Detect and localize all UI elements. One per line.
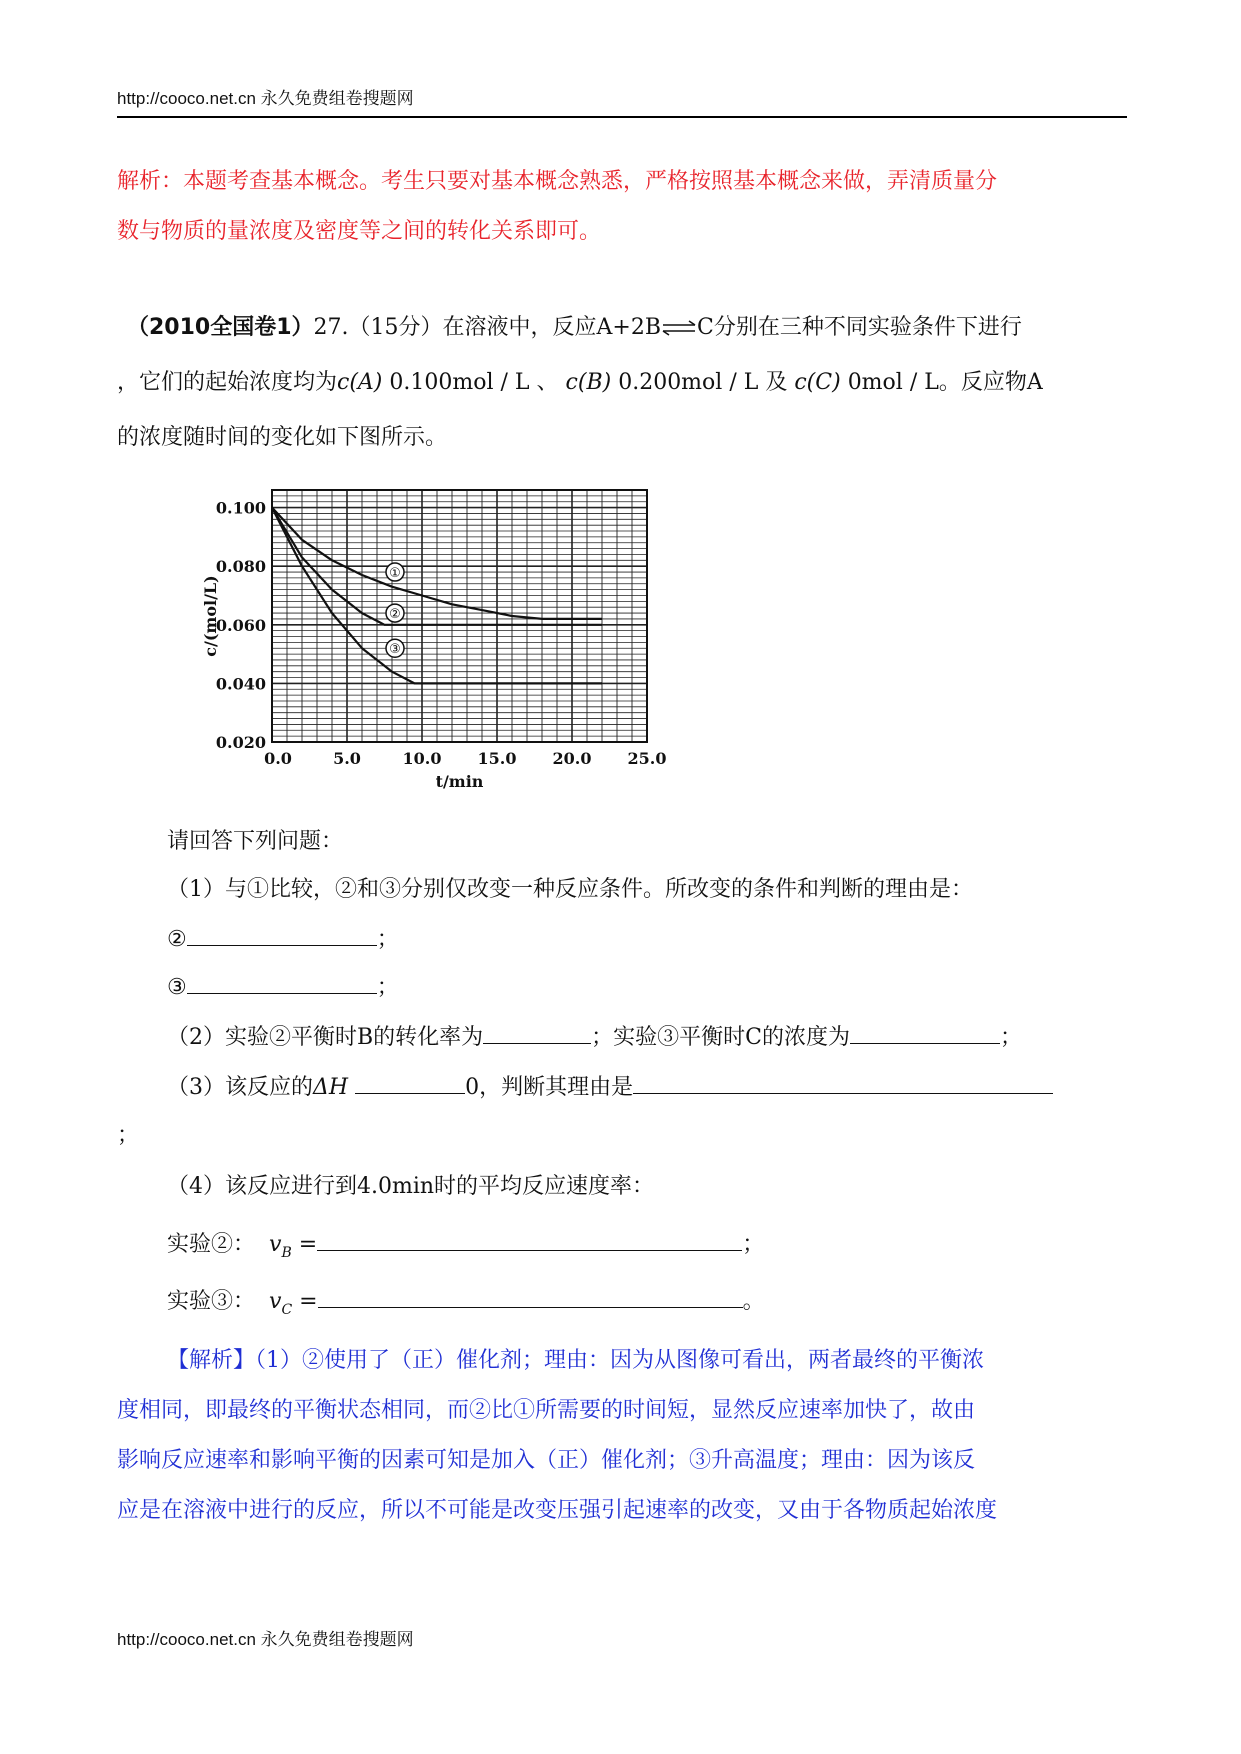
question-source: （2010全国卷1） [127,315,314,340]
x-tick-label: 20.0 [552,749,592,768]
x-tick-label: 5.0 [333,749,361,768]
equilibrium-arrow-icon [661,319,697,337]
equals: = [298,1232,318,1257]
x-tick-label: 25.0 [627,749,667,768]
series-label-2: ② [389,607,401,623]
q3-line [167,1071,1053,1103]
vc-subscript: C [281,1302,293,1318]
q3-blank-2[interactable] [633,1071,1053,1094]
analysis-line-1: 解析：本题考查基本概念。考生只要对基本概念熟悉，严格按照基本概念来做，弄清质量分 [117,169,998,194]
c-c-label: c(C) [794,370,841,395]
c-b-value: 0.200mol / L [618,370,759,395]
q2-blank-2[interactable] [850,1021,1000,1044]
q1-answer-2 [167,923,399,955]
page-header [117,86,1127,118]
analysis-line-2: 数与物质的量浓度及密度等之间的转化关系即可。 [117,219,602,244]
q4-blank-2[interactable] [317,1228,742,1251]
solution-line-3: 影响反应速率和影响平衡的因素可知是加入（正）催化剂；③升高温度；理由：因为该反 [117,1448,976,1473]
c-a-value: 0.100mol / L [389,370,530,395]
solution-line-1 [167,1346,984,1376]
q3-part-2: 0，判断其理由是 [465,1075,634,1100]
concentration-time-chart [200,475,670,795]
delta-h: ΔH [313,1075,349,1100]
question-line-3: 的浓度随时间的变化如下图所示。 [117,425,448,450]
equals: = [299,1289,318,1314]
c-b-label: c(B) [565,370,612,395]
c-a-label: c(A) [337,370,383,395]
page-footer [117,1625,414,1650]
q4-end-2: ； [742,1232,765,1257]
plot-frame [272,490,647,742]
x-axis-label: t/min [435,772,484,791]
q1-label-3: ③ [167,975,187,1000]
y-tick-label: 0.080 [215,557,266,577]
solution-line-2: 度相同，即最终的平衡状态相同，而②比①所需要的时间短，显然反应速率加快了，故由 [117,1398,976,1423]
series-label-1: ① [389,566,401,582]
q4-exp2 [167,1228,764,1268]
y-tick-label: 0.060 [215,615,266,635]
vc-symbol: v [269,1289,282,1314]
y-tick-label: 0.100 [215,498,266,518]
q3-part-1: （3）该反应的 [167,1075,313,1100]
initial-conc-intro: ，它们的起始浓度均为 [117,370,338,395]
vb-symbol: v [269,1232,282,1257]
question-line-1 [127,313,1022,343]
q3-end: ； [117,1123,140,1148]
c-c-value: 0mol / L [847,370,939,395]
q2-part-2: ；实验③平衡时C的浓度为 [591,1025,851,1050]
q1-blank-2[interactable] [187,923,377,946]
exp3-label: 实验③： [167,1289,256,1314]
and-word: 及 [765,370,788,395]
question-line-2 [117,368,1043,398]
q1-text: （1）与①比较，②和③分别仅改变一种反应条件。所改变的条件和判断的理由是： [167,877,973,902]
semicolon: ； [376,975,399,1000]
y-tick-label: 0.040 [215,674,266,694]
x-tick-label: 0.0 [264,749,292,768]
y-tick-label: 0.020 [215,733,266,752]
reaction-tail: C分别在三种不同实验条件下进行 [697,315,1022,340]
q2-blank-1[interactable] [483,1021,591,1044]
vb-subscript: B [281,1245,292,1261]
y-axis-label: c/(mol/L) [201,575,220,657]
q4-end-3: 。 [742,1289,765,1314]
separator: 、 [536,370,559,395]
prompt-text: 请回答下列问题： [167,829,344,854]
footer-text: http://cooco.net.cn 永久免费组卷搜题网 [117,1630,414,1649]
q1-answer-3 [167,971,399,1003]
q1-blank-3[interactable] [187,971,377,994]
semicolon: ； [376,927,399,952]
x-tick-label: 15.0 [477,749,517,768]
series-label-3: ③ [389,642,401,658]
q2-part-1: （2）实验②平衡时B的转化率为 [167,1025,484,1050]
solution-text-1: （1）②使用了（正）催化剂；理由：因为从图像可看出，两者最终的平衡浓 [255,1348,985,1373]
q3-blank-1[interactable] [355,1071,465,1094]
x-tick-label: 10.0 [402,749,442,768]
question-number: 27.（15分）在溶液中，反应A+2B [313,315,662,340]
q4-text: （4）该反应进行到4.0min时的平均反应速度率： [167,1174,655,1199]
q1-label-2: ② [167,927,187,952]
q2-end: ； [1000,1025,1023,1050]
q2-line [167,1021,1022,1053]
q4-exp3 [167,1285,765,1325]
q4-blank-3[interactable] [318,1285,743,1308]
exp2-label: 实验②： [167,1232,256,1257]
reactant-a-note: 。反应物A [938,370,1043,395]
header-text: http://cooco.net.cn 永久免费组卷搜题网 [117,89,414,108]
solution-tag: 【解析】 [167,1348,256,1373]
solution-line-4: 应是在溶液中进行的反应，所以不可能是改变压强引起速率的改变，又由于各物质起始浓度 [117,1498,998,1523]
